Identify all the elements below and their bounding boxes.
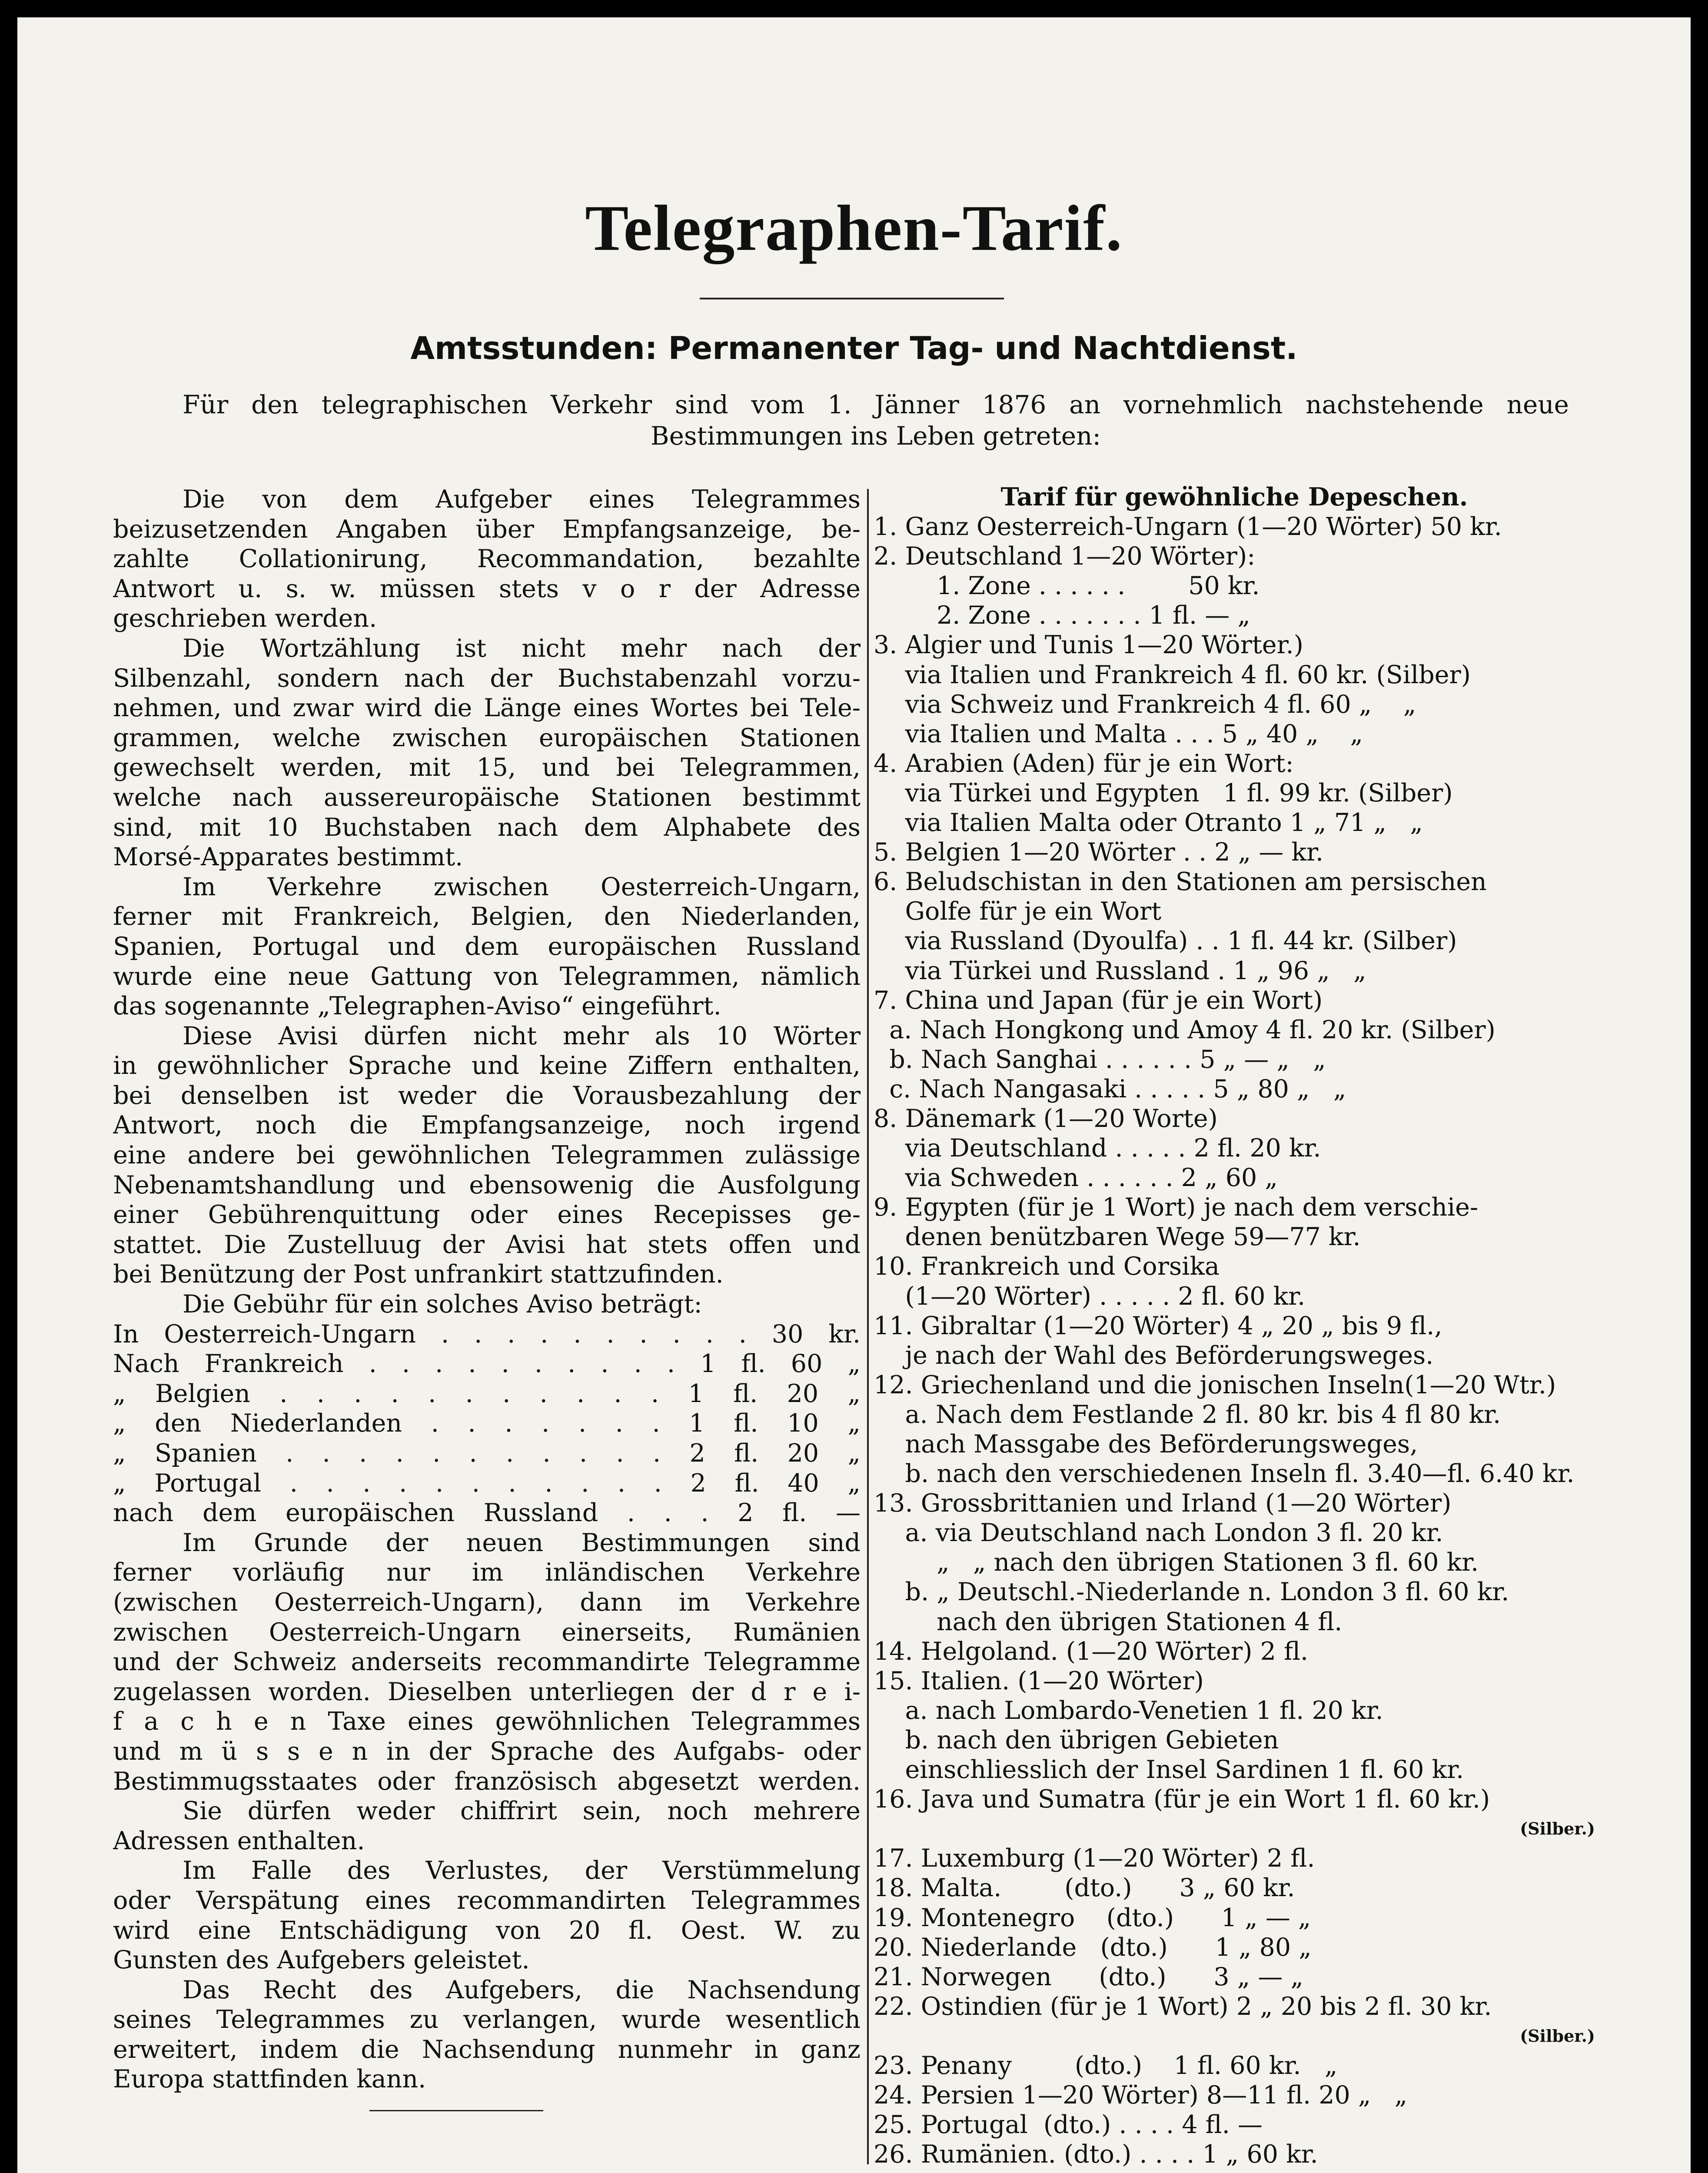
tariff-column [874,482,1595,2169]
tariff-line: via Türkei und Russland . 1 „ 96 „ „ [874,956,1366,985]
tariff-line: einschliesslich der Insel Sardinen 1 fl. 60 kr. [874,1755,1464,1784]
tariff-line: via Italien und Malta . . . 5 „ 40 „ „ [874,719,1363,748]
tariff-line: (1—20 Wörter) . . . . . 2 fl. 60 kr. [874,1282,1306,1311]
text-line: In Oesterreich-Ungarn . . . . . . . . . . 30 kr. [113,1319,861,1349]
tariff-line: 11. Gibraltar (1—20 Wörter) 4 „ 20 „ bis 9 fl., [874,1311,1442,1340]
text-line: Die von dem Aufgeber eines Telegrammes [183,485,861,514]
subtitle: Amtsstunden: Permanenter Tag- und Nachtdienst. [410,330,1298,366]
tariff-heading: Tarif für gewöhnliche Depeschen. [1000,482,1468,512]
tariff-line: 14. Helgoland. (1—20 Wörter) 2 fl. [874,1637,1309,1666]
text-line: nehmen, und zwar wird die Länge eines Wortes bei Tele- [113,694,861,723]
tariff-line: 21. Norwegen (dto.) 3 „ — „ [874,1962,1304,1991]
text-line: „ Spanien . . . . . . . . . . . 2 fl. 20 „ [113,1439,861,1468]
text-line: geschrieben werden. [113,604,377,633]
tariff-line: via Italien und Frankreich 4 fl. 60 kr. (Silber) [874,660,1471,689]
text-line: ferner vorläufig nur im inländischen Verkehre [113,1558,861,1587]
text-line: und der Schweiz anderseits recommandirte Telegramme [113,1648,861,1677]
text-line: Die Wortzählung ist nicht mehr nach der [183,634,861,663]
tariff-line: denen benützbaren Wege 59—77 kr. [874,1223,1361,1252]
text-line: ferner mit Frankreich, Belgien, den Niederlanden, [113,902,861,931]
intro-line: Für den telegraphischen Verkehr sind vom 1. Jänner 1876 an vornehmlich nachstehende neue [183,390,1569,419]
tariff-line: 15. Italien. (1—20 Wörter) [874,1666,1204,1695]
text-line: Sie dürfen weder chiffrirt sein, noch mehrere [183,1797,861,1826]
tariff-line: 20. Niederlande (dto.) 1 „ 80 „ [874,1933,1312,1962]
tariff-line: 10. Frankreich und Corsika [874,1252,1220,1281]
tariff-line: 23. Penany (dto.) 1 fl. 60 kr. „ [874,2051,1338,2080]
text-line: „ Portugal . . . . . . . . . . . 2 fl. 40 „ [113,1469,861,1498]
page-title: Telegraphen-Tarif. [585,192,1123,264]
tariff-line: via Russland (Dyoulfa) . . 1 fl. 44 kr. (Silber) [874,927,1457,956]
tariff-line: 24. Persien 1—20 Wörter) 8—11 fl. 20 „ „ [874,2081,1408,2110]
text-line: Nach Frankreich . . . . . . . . . . 1 fl. 60 „ [113,1349,861,1379]
text-line: sind, mit 10 Buchstaben nach dem Alphabete des [113,813,861,842]
text-line: einer Gebührenquittung oder eines Recepisses ge- [113,1200,861,1229]
tariff-line: 1. Zone . . . . . . 50 kr. [874,571,1260,601]
text-line: (zwischen Oesterreich-Ungarn), dann im Verkehre [113,1588,861,1617]
text-line: Nebenamtshandlung und ebensowenig die Ausfolgung [113,1170,861,1199]
tariff-line: 2. Deutschland 1—20 Wörter): [874,542,1256,571]
text-line: Antwort u. s. w. müssen stets v o r der Adresse [113,574,861,603]
text-line: seines Telegrammes zu verlangen, wurde wesentlich [113,2005,861,2034]
column-divider [867,489,869,2164]
text-line: Spanien, Portugal und dem europäischen Russland [113,932,861,961]
tariff-line: 13. Grossbrittanien und Irland (1—20 Wörter) [874,1489,1452,1518]
left-column [113,485,861,2094]
tariff-line: 18. Malta. (dto.) 3 „ 60 kr. [874,1874,1295,1903]
text-line: Im Grunde der neuen Bestimmungen sind [183,1528,861,1557]
tariff-line: (Silber.) [1520,2026,1595,2046]
tariff-line: 17. Luxemburg (1—20 Wörter) 2 fl. [874,1844,1315,1873]
text-line: Gunsten des Aufgebers geleistet. [113,1946,530,1975]
text-line: gewechselt werden, mit 15, und bei Telegrammen, [113,753,861,782]
text-line: und m ü s s e n in der Sprache des Aufgabs- oder [113,1737,861,1766]
text-line: zugelassen worden. Dieselben unterliegen der d r e i- [113,1677,861,1706]
title-rule [700,298,1004,299]
tariff-line: 26. Rumänien. (dto.) . . . . 1 „ 60 kr. [874,2140,1318,2169]
tariff-line: 1. Ganz Oesterreich-Ungarn (1—20 Wörter) 50 kr. [874,512,1502,542]
text-line: zahlte Collationirung, Recommandation, bezahlte [113,545,861,574]
text-line: in gewöhnlicher Sprache und keine Ziffern enthalten, [113,1051,861,1080]
tariff-line: 16. Java und Sumatra (für je ein Wort 1 fl. 60 kr.) [874,1785,1490,1814]
text-line: „ den Niederlanden . . . . . . . 1 fl. 10 „ [113,1409,861,1438]
tariff-line: via Italien Malta oder Otranto 1 „ 71 „ „ [874,808,1423,837]
page [17,17,1691,2173]
text-line: Morsé-Apparates bestimmt. [113,843,463,872]
tariff-line: via Deutschland . . . . . 2 fl. 20 kr. [874,1134,1321,1163]
tariff-line: 4. Arabien (Aden) für je ein Wort: [874,749,1294,778]
text-line: Das Recht des Aufgebers, die Nachsendung [183,1975,861,2004]
tariff-line: a. via Deutschland nach London 3 fl. 20 kr. [874,1518,1443,1548]
tariff-line: via Schweiz und Frankreich 4 fl. 60 „ „ [874,690,1416,719]
text-line: stattet. Die Zustelluug der Avisi hat stets offen und [113,1230,861,1259]
tariff-line: b. nach den übrigen Gebieten [874,1725,1279,1754]
tariff-line: 8. Dänemark (1—20 Worte) [874,1104,1218,1133]
tariff-line: 3. Algier und Tunis 1—20 Wörter.) [874,631,1303,660]
text-line: Diese Avisi dürfen nicht mehr als 10 Wörter [183,1021,861,1050]
text-line: erweitert, indem die Nachsendung nunmehr in ganz [113,2035,861,2064]
text-line: zwischen Oesterreich-Ungarn einerseits, Rumänien [113,1618,861,1647]
tariff-line: c. Nach Nangasaki . . . . . 5 „ 80 „ „ [874,1074,1346,1103]
tariff-line: Golfe für je ein Wort [874,897,1162,926]
text-line: Im Falle des Verlustes, der Verstümmelung [183,1856,861,1885]
tariff-line: a. nach Lombardo-Venetien 1 fl. 20 kr. [874,1696,1383,1725]
text-line: „ Belgien . . . . . . . . . . . 1 fl. 20 „ [113,1379,861,1408]
text-line: grammen, welche zwischen europäischen Stationen [113,723,861,752]
text-line: wird eine Entschädigung von 20 fl. Oest. W. zu [113,1916,861,1945]
tariff-line: 12. Griechenland und die jonischen Inseln(1—20 Wtr.) [874,1370,1556,1399]
text-line: bei Benützung der Post unfrankirt stattzufinden. [113,1260,724,1289]
tariff-line: „ „ nach den übrigen Stationen 3 fl. 60 kr. [874,1548,1479,1577]
tariff-line: (Silber.) [1520,1819,1595,1839]
tariff-line: 5. Belgien 1—20 Wörter . . 2 „ — kr. [874,838,1324,867]
tariff-line: nach den übrigen Stationen 4 fl. [874,1607,1342,1636]
tariff-line: nach Massgabe des Beförderungsweges, [874,1430,1418,1459]
text-line: beizusetzenden Angaben über Empfangsanzeige, be- [113,515,861,544]
text-line: wurde eine neue Gattung von Telegrammen, nämlich [113,962,861,991]
text-line: welche nach aussereuropäische Stationen bestimmt [113,783,861,812]
tariff-line: a. Nach Hongkong und Amoy 4 fl. 20 kr. (Silber) [874,1015,1495,1044]
tariff-line: 25. Portugal (dto.) . . . . 4 fl. — [874,2110,1263,2140]
tariff-line: via Türkei und Egypten 1 fl. 99 kr. (Silber) [874,778,1453,807]
tariff-line: a. Nach dem Festlande 2 fl. 80 kr. bis 4 fl 80 kr. [874,1400,1501,1429]
text-line: eine andere bei gewöhnlichen Telegrammen zulässige [113,1141,861,1170]
text-line: bei denselben ist weder die Vorausbezahlung der [113,1081,861,1110]
text-line: Silbenzahl, sondern nach der Buchstabenzahl vorzu- [113,664,861,693]
text-line: das sogenannte „Telegraphen-Aviso“ eingeführt. [113,992,721,1021]
tariff-line: b. Nach Sanghai . . . . . . 5 „ — „ „ [874,1045,1326,1074]
tariff-line: 22. Ostindien (für je 1 Wort) 2 „ 20 bis 2 fl. 30 kr. [874,1992,1492,2021]
intro-paragraph [183,389,1569,452]
tariff-line: 6. Beludschistan in den Stationen am persischen [874,867,1487,897]
tariff-line: 19. Montenegro (dto.) 1 „ — „ [874,1903,1311,1932]
text-line: Bestimmugsstaates oder französisch abgesetzt werden. [113,1767,861,1796]
tariff-line: 2. Zone . . . . . . . 1 fl. — „ [874,601,1250,630]
tariff-line: je nach der Wahl des Beförderungsweges. [874,1341,1434,1370]
tariff-line: b. „ Deutschl.-Niederlande n. London 3 fl. 60 kr. [874,1578,1509,1607]
text-line: nach dem europäischen Russland . . . 2 fl. — [113,1499,861,1528]
text-line: f a c h e n Taxe eines gewöhnlichen Telegrammes [113,1707,861,1736]
end-rule [369,2110,543,2111]
text-line: Im Verkehre zwischen Oesterreich-Ungarn, [183,872,861,901]
text-line: Antwort, noch die Empfangsanzeige, noch irgend [113,1111,861,1140]
tariff-line: b. nach den verschiedenen Inseln fl. 3.40—fl. 6.40 kr. [874,1459,1575,1489]
text-line: Die Gebühr für ein solches Aviso beträgt: [183,1290,702,1319]
text-line: Europa stattfinden kann. [113,2065,426,2094]
intro-line: Bestimmungen ins Leben getreten: [650,421,1101,451]
text-line: oder Verspätung eines recommandirten Telegrammes [113,1886,861,1915]
tariff-line: 9. Egypten (für je 1 Wort) je nach dem verschie- [874,1193,1479,1222]
text-line: Adressen enthalten. [113,1826,365,1855]
tariff-line: 7. China und Japan (für je ein Wort) [874,986,1323,1015]
tariff-line: via Schweden . . . . . . 2 „ 60 „ [874,1163,1278,1193]
